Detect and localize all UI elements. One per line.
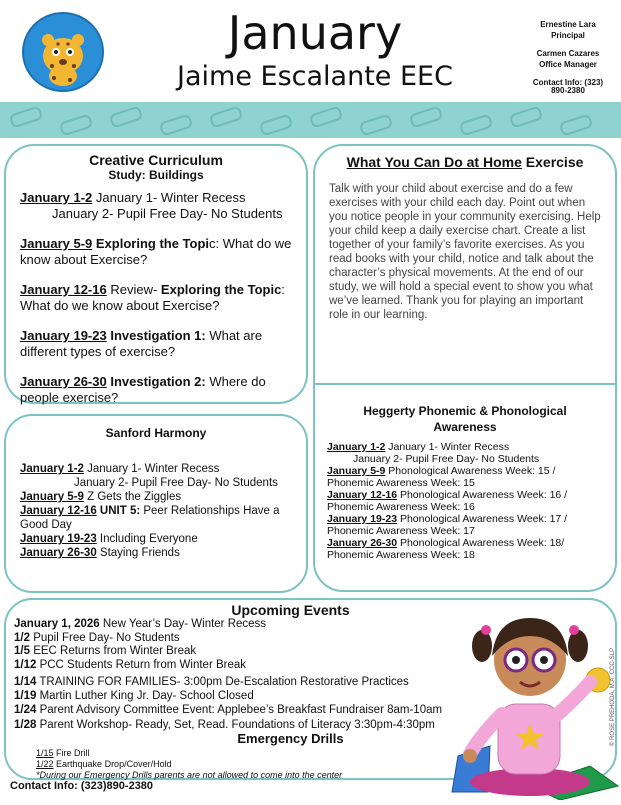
creative-item-line2: January 2- Pupil Free Day- No Students	[52, 206, 283, 221]
principal-name: Ernestine Lara	[540, 20, 596, 29]
sanford-item: January 5-9 Z Gets the Ziggles	[20, 491, 182, 503]
paperclip-banner	[0, 102, 621, 138]
drills-title: Emergency Drills	[237, 730, 344, 746]
event-item: 1/2 Pupil Free Day- No Students	[14, 631, 180, 644]
header-contact-number: 890-2380	[551, 86, 585, 95]
heggerty-item: January 26-30 Phonological Awareness Week: 18/ Phonemic Awareness Week: 18	[327, 537, 565, 561]
drill-item: 1/22 Earthquake Drop/Cover/Hold	[36, 758, 172, 769]
page-title: January	[227, 6, 403, 60]
home-title: What You Can Do at Home Exercise	[346, 154, 584, 170]
event-item: 1/28 Parent Workshop- Ready, Set, Read. Foundations of Literacy 3:30pm-4:30pm	[14, 719, 435, 732]
heggerty-title: Heggerty Phonemic & Phonological Awareness	[363, 404, 567, 434]
event-item: January 1, 2026 New Year’s Day- Winter Recess	[14, 618, 267, 630]
principal-role: Principal	[551, 31, 585, 40]
sanford-harmony-box	[4, 414, 308, 593]
creative-curriculum-box	[4, 144, 308, 404]
sanford-item: January 26-30 Staying Friends	[20, 547, 180, 559]
sanford-item: January 1-2 January 1- Winter Recess	[20, 463, 220, 475]
staff-info	[520, 20, 616, 97]
drill-item: 1/15 Fire Drill	[36, 747, 90, 758]
home-exercise-box	[313, 144, 617, 386]
drills-note: *During our Emergency Drills parents are not allowed to come into the center	[36, 769, 343, 780]
footer-contact: Contact Info: (323)890-2380	[10, 780, 154, 792]
heggerty-item: January 19-23 Phonological Awareness Week: 17 / Phonemic Awareness Week: 17	[327, 513, 568, 537]
credit-text: © ROSE PREHODA, M.A. CCC-SLP	[610, 647, 616, 746]
creative-item: January 5-9 Exploring the Topic: What do we know about Exercise?	[20, 236, 292, 267]
event-item: 1/19 Martin Luther King Jr. Day- School Closed	[14, 689, 254, 702]
sanford-title: Sanford Harmony	[105, 426, 207, 440]
illustration-credit	[609, 610, 621, 750]
event-item: 1/14 TRAINING FOR FAMILIES- 3:00pm De-Escalation Restorative Practices	[14, 676, 409, 689]
girl-illustration	[440, 596, 620, 800]
sanford-item: January 19-23 Including Everyone	[20, 533, 198, 545]
header-contact-label: Contact Info: (323)	[532, 78, 604, 87]
school-logo	[22, 12, 104, 92]
office-manager-role: Office Manager	[539, 60, 597, 69]
office-manager-name: Carmen Cazares	[536, 49, 600, 58]
events-title: Upcoming Events	[231, 602, 350, 618]
event-item: 1/12 PCC Students Return from Winter Break	[14, 658, 247, 671]
sanford-item-line2: January 2- Pupil Free Day- No Students	[74, 477, 278, 489]
creative-item: January 26-30 Investigation 2: Where do people exercise?	[20, 374, 266, 405]
creative-item: January 12-16 Review- Exploring the Topic: What do we know about Exercise?	[20, 282, 285, 313]
creative-item: January 19-23 Investigation 1: What are different types of exercise?	[20, 328, 263, 359]
heggerty-item: January 12-16 Phonological Awareness Week: 16 / Phonemic Awareness Week: 16	[327, 489, 568, 513]
heggerty-box	[313, 383, 617, 592]
home-body: Talk with your child about exercise and do a few exercises with your child each day. Point out when you notice people in your community exercising. Help your child keep a daily exercise chart. Create a list together of your family’s favorite exercises. As you read books with your child, notice and talk about the character’s physical movements. At the end of our study, we will hold a special event to show you what we’ve learned. Thank you for playing an important role in our learning.	[329, 183, 601, 321]
creative-item: January 1-2 January 1- Winter Recess	[20, 190, 246, 205]
school-name: Jaime Escalante EEC	[177, 61, 453, 92]
heggerty-item: January 1-2 January 1- Winter Recess	[327, 441, 510, 453]
event-item: 1/24 Parent Advisory Committee Event: Applebee’s Breakfast Fundraiser 8am-10am	[14, 703, 443, 716]
creative-study: Study: Buildings	[108, 168, 204, 182]
heggerty-item-line2: January 2- Pupil Free Day- No Students	[353, 453, 540, 465]
heggerty-item: January 5-9 Phonological Awareness Week: 15 / Phonemic Awareness Week: 15	[327, 465, 556, 489]
creative-title: Creative Curriculum	[89, 152, 223, 168]
event-item: 1/5 EEC Returns from Winter Break	[14, 645, 197, 658]
sanford-item: January 12-16 UNIT 5: Peer Relationships Have a Good Day	[20, 505, 280, 531]
